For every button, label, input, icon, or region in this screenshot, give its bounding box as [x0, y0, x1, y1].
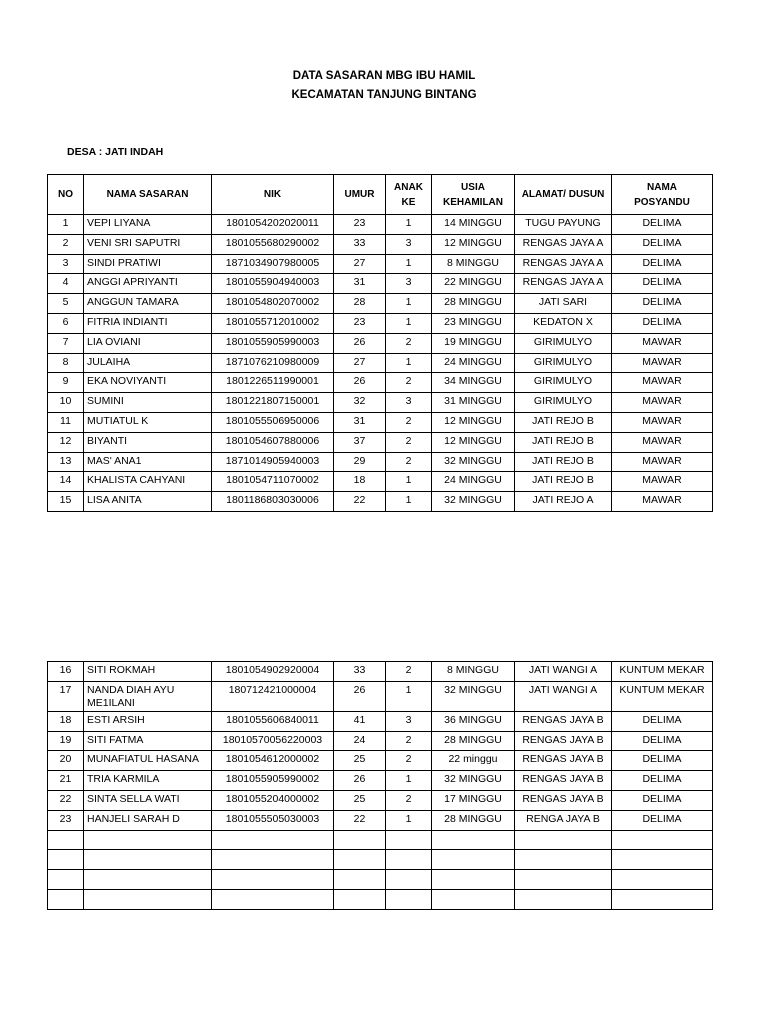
cell-nik: 1801055506950006 [212, 412, 334, 432]
cell-anak-ke: 3 [386, 711, 432, 731]
cell-umur [334, 870, 386, 890]
cell-no: 13 [48, 452, 84, 472]
table-row [48, 889, 713, 909]
table-row [48, 412, 713, 432]
cell-umur: 26 [334, 681, 386, 711]
cell-usia-kehamilan: 12 MINGGU [432, 432, 515, 452]
cell-alamat-dusun: JATI WANGI A [515, 662, 612, 682]
table-row [48, 234, 713, 254]
cell-anak-ke: 3 [386, 234, 432, 254]
cell-usia-kehamilan: 19 MINGGU [432, 333, 515, 353]
cell-nama-posyandu: MAWAR [612, 393, 713, 413]
table-row [48, 294, 713, 314]
cell-no: 20 [48, 751, 84, 771]
cell-alamat-dusun: JATI REJO B [515, 452, 612, 472]
table-row [48, 681, 713, 711]
cell-usia-kehamilan: 24 MINGGU [432, 472, 515, 492]
cell-anak-ke [386, 889, 432, 909]
table-row [48, 731, 713, 751]
cell-usia-kehamilan: 32 MINGGU [432, 771, 515, 791]
cell-anak-ke: 1 [386, 492, 432, 512]
cell-alamat-dusun [515, 850, 612, 870]
cell-no [48, 850, 84, 870]
cell-alamat-dusun: RENGAS JAYA A [515, 234, 612, 254]
cell-nama-posyandu: KUNTUM MEKAR [612, 681, 713, 711]
cell-umur: 22 [334, 810, 386, 830]
cell-alamat-dusun: JATI REJO B [515, 472, 612, 492]
cell-nama-sasaran: TRIA KARMILA [84, 771, 212, 791]
cell-nama-sasaran: MUTIATUL K [84, 412, 212, 432]
cell-nama-sasaran: ANGGI APRIYANTI [84, 274, 212, 294]
table-row [48, 771, 713, 791]
cell-nama-posyandu: DELIMA [612, 810, 713, 830]
table-row [48, 353, 713, 373]
cell-usia-kehamilan: 12 MINGGU [432, 412, 515, 432]
cell-no: 10 [48, 393, 84, 413]
cell-anak-ke: 2 [386, 731, 432, 751]
cell-no: 18 [48, 711, 84, 731]
cell-usia-kehamilan: 28 MINGGU [432, 294, 515, 314]
cell-usia-kehamilan: 17 MINGGU [432, 790, 515, 810]
cell-umur: 25 [334, 751, 386, 771]
cell-nik [212, 830, 334, 850]
cell-no: 4 [48, 274, 84, 294]
cell-anak-ke: 1 [386, 254, 432, 274]
cell-umur: 33 [334, 234, 386, 254]
header-posyandu-line1: NAMA [647, 181, 677, 193]
cell-no: 9 [48, 373, 84, 393]
cell-umur [334, 889, 386, 909]
cell-umur: 31 [334, 274, 386, 294]
cell-umur: 37 [334, 432, 386, 452]
cell-alamat-dusun: RENGAS JAYA B [515, 751, 612, 771]
cell-alamat-dusun: JATI REJO B [515, 432, 612, 452]
table-row [48, 254, 713, 274]
cell-usia-kehamilan: 34 MINGGU [432, 373, 515, 393]
cell-nik: 1871014905940003 [212, 452, 334, 472]
cell-usia-kehamilan: 24 MINGGU [432, 353, 515, 373]
header-anak-ke-line1: ANAK [394, 181, 423, 193]
cell-nik: 1801055905990002 [212, 771, 334, 791]
cell-usia-kehamilan [432, 870, 515, 890]
cell-nik: 1801054711070002 [212, 472, 334, 492]
cell-no: 1 [48, 215, 84, 235]
cell-alamat-dusun: GIRIMULYO [515, 333, 612, 353]
cell-anak-ke: 1 [386, 771, 432, 791]
cell-umur: 22 [334, 492, 386, 512]
cell-alamat-dusun [515, 889, 612, 909]
cell-nama-sasaran [84, 830, 212, 850]
cell-no: 15 [48, 492, 84, 512]
cell-nama-posyandu: MAWAR [612, 412, 713, 432]
cell-nama-sasaran: BIYANTI [84, 432, 212, 452]
cell-umur: 27 [334, 254, 386, 274]
cell-nik: 1871076210980009 [212, 353, 334, 373]
cell-usia-kehamilan [432, 850, 515, 870]
cell-umur: 26 [334, 373, 386, 393]
cell-no: 3 [48, 254, 84, 274]
data-table-part2 [47, 661, 713, 910]
cell-umur: 41 [334, 711, 386, 731]
cell-nama-sasaran: SITI ROKMAH [84, 662, 212, 682]
cell-usia-kehamilan: 28 MINGGU [432, 810, 515, 830]
table-row [48, 711, 713, 731]
cell-umur: 33 [334, 662, 386, 682]
cell-nama-posyandu: MAWAR [612, 373, 713, 393]
cell-nik: 1801055904940003 [212, 274, 334, 294]
cell-nama-posyandu: DELIMA [612, 234, 713, 254]
cell-alamat-dusun: RENGAS JAYA B [515, 711, 612, 731]
cell-nama-sasaran: ANGGUN TAMARA [84, 294, 212, 314]
cell-usia-kehamilan: 32 MINGGU [432, 492, 515, 512]
cell-alamat-dusun: RENGAS JAYA B [515, 790, 612, 810]
cell-usia-kehamilan: 22 minggu [432, 751, 515, 771]
cell-no: 14 [48, 472, 84, 492]
cell-nama-sasaran: FITRIA INDIANTI [84, 313, 212, 333]
cell-nama-posyandu: MAWAR [612, 492, 713, 512]
cell-anak-ke: 2 [386, 432, 432, 452]
cell-anak-ke: 1 [386, 215, 432, 235]
cell-no: 22 [48, 790, 84, 810]
table-header-row [48, 175, 713, 215]
cell-nik: 1801055505030003 [212, 810, 334, 830]
cell-alamat-dusun: RENGAS JAYA B [515, 771, 612, 791]
cell-nik: 1801226511990001 [212, 373, 334, 393]
cell-umur: 29 [334, 452, 386, 472]
cell-nik: 18010570056220003 [212, 731, 334, 751]
cell-usia-kehamilan [432, 830, 515, 850]
cell-usia-kehamilan: 8 MINGGU [432, 662, 515, 682]
table-row [48, 870, 713, 890]
cell-umur [334, 850, 386, 870]
cell-alamat-dusun: JATI SARI [515, 294, 612, 314]
cell-nik: 1801055680290002 [212, 234, 334, 254]
cell-nama-sasaran: HANJELI SARAH D [84, 810, 212, 830]
cell-anak-ke: 2 [386, 662, 432, 682]
table-row [48, 472, 713, 492]
cell-alamat-dusun: KEDATON X [515, 313, 612, 333]
cell-nama-sasaran: EKA NOVIYANTI [84, 373, 212, 393]
cell-nama-posyandu: DELIMA [612, 731, 713, 751]
cell-umur: 32 [334, 393, 386, 413]
cell-nama-sasaran: VENI SRI SAPUTRI [84, 234, 212, 254]
cell-no: 5 [48, 294, 84, 314]
cell-umur: 18 [334, 472, 386, 492]
cell-nama-sasaran: SUMINI [84, 393, 212, 413]
cell-nik: 1801055606840011 [212, 711, 334, 731]
cell-usia-kehamilan: 28 MINGGU [432, 731, 515, 751]
cell-usia-kehamilan: 8 MINGGU [432, 254, 515, 274]
cell-nik: 1801054902920004 [212, 662, 334, 682]
cell-anak-ke: 1 [386, 810, 432, 830]
cell-alamat-dusun: RENGAS JAYA B [515, 731, 612, 751]
table-row [48, 452, 713, 472]
cell-nik: 1801054612000002 [212, 751, 334, 771]
cell-anak-ke: 1 [386, 353, 432, 373]
cell-nama-posyandu: DELIMA [612, 790, 713, 810]
cell-nik: 1801055712010002 [212, 313, 334, 333]
header-nik: NIK [212, 175, 334, 215]
cell-nama-posyandu: KUNTUM MEKAR [612, 662, 713, 682]
cell-nik: 1801054607880006 [212, 432, 334, 452]
cell-alamat-dusun: JATI REJO A [515, 492, 612, 512]
cell-usia-kehamilan: 23 MINGGU [432, 313, 515, 333]
cell-nama-posyandu: DELIMA [612, 313, 713, 333]
cell-nama-sasaran: LIA OVIANI [84, 333, 212, 353]
cell-anak-ke [386, 850, 432, 870]
cell-nik: 1801055905990003 [212, 333, 334, 353]
cell-nama-posyandu: DELIMA [612, 771, 713, 791]
cell-umur: 23 [334, 215, 386, 235]
header-anak-ke [386, 175, 432, 215]
document-title-line2: KECAMATAN TANJUNG BINTANG [291, 89, 477, 101]
cell-nik: 1801054202020011 [212, 215, 334, 235]
header-anak-ke-line2: KE [401, 196, 416, 208]
cell-no: 19 [48, 731, 84, 751]
cell-umur [334, 830, 386, 850]
cell-anak-ke: 2 [386, 452, 432, 472]
cell-nama-sasaran: SINTA SELLA WATI [84, 790, 212, 810]
cell-no: 6 [48, 313, 84, 333]
cell-umur: 27 [334, 353, 386, 373]
cell-alamat-dusun: JATI WANGI A [515, 681, 612, 711]
cell-nama-posyandu: DELIMA [612, 254, 713, 274]
cell-anak-ke: 2 [386, 790, 432, 810]
cell-anak-ke: 2 [386, 751, 432, 771]
cell-nik [212, 870, 334, 890]
cell-no: 11 [48, 412, 84, 432]
cell-nama-posyandu: DELIMA [612, 274, 713, 294]
cell-nama-posyandu: MAWAR [612, 472, 713, 492]
cell-nama-sasaran: MAS' ANA1 [84, 452, 212, 472]
header-umur: UMUR [334, 175, 386, 215]
cell-nik: 1801221807150001 [212, 393, 334, 413]
cell-umur: 24 [334, 731, 386, 751]
cell-anak-ke: 2 [386, 333, 432, 353]
cell-nama-posyandu [612, 830, 713, 850]
cell-anak-ke: 2 [386, 373, 432, 393]
cell-no: 8 [48, 353, 84, 373]
cell-no: 23 [48, 810, 84, 830]
cell-alamat-dusun: GIRIMULYO [515, 393, 612, 413]
cell-no: 12 [48, 432, 84, 452]
cell-umur: 28 [334, 294, 386, 314]
cell-alamat-dusun: RENGAS JAYA A [515, 274, 612, 294]
cell-nik [212, 889, 334, 909]
header-posyandu-line2: POSYANDU [634, 196, 690, 208]
cell-no [48, 870, 84, 890]
cell-usia-kehamilan: 31 MINGGU [432, 393, 515, 413]
cell-alamat-dusun [515, 830, 612, 850]
table-row [48, 492, 713, 512]
cell-no: 16 [48, 662, 84, 682]
cell-nik: 1871034907980005 [212, 254, 334, 274]
cell-nama-posyandu: DELIMA [612, 294, 713, 314]
cell-usia-kehamilan [432, 889, 515, 909]
table-row [48, 810, 713, 830]
header-usia-kehamilan [432, 175, 515, 215]
cell-no: 2 [48, 234, 84, 254]
table-row [48, 313, 713, 333]
cell-nama-sasaran: SINDI PRATIWI [84, 254, 212, 274]
cell-umur: 31 [334, 412, 386, 432]
cell-usia-kehamilan: 36 MINGGU [432, 711, 515, 731]
cell-nama-sasaran: JULAIHA [84, 353, 212, 373]
cell-nik: 180712421000004 [212, 681, 334, 711]
cell-no: 7 [48, 333, 84, 353]
cell-nama-posyandu [612, 889, 713, 909]
cell-no: 21 [48, 771, 84, 791]
cell-usia-kehamilan: 12 MINGGU [432, 234, 515, 254]
cell-nama-posyandu: MAWAR [612, 333, 713, 353]
cell-alamat-dusun: GIRIMULYO [515, 353, 612, 373]
cell-nama-sasaran [84, 870, 212, 890]
cell-anak-ke: 1 [386, 472, 432, 492]
cell-anak-ke [386, 870, 432, 890]
cell-alamat-dusun [515, 870, 612, 890]
cell-umur: 26 [334, 333, 386, 353]
cell-nik [212, 850, 334, 870]
header-alamat-dusun: ALAMAT/ DUSUN [515, 175, 612, 215]
cell-anak-ke: 3 [386, 393, 432, 413]
cell-umur: 26 [334, 771, 386, 791]
cell-usia-kehamilan: 22 MINGGU [432, 274, 515, 294]
document-title-line1: DATA SASARAN MBG IBU HAMIL [292, 70, 476, 82]
cell-alamat-dusun: TUGU PAYUNG [515, 215, 612, 235]
header-nama-posyandu [612, 175, 713, 215]
cell-nama-posyandu [612, 850, 713, 870]
cell-anak-ke [386, 830, 432, 850]
cell-nama-posyandu: MAWAR [612, 353, 713, 373]
cell-alamat-dusun: RENGAS JAYA A [515, 254, 612, 274]
table-row [48, 373, 713, 393]
cell-no [48, 830, 84, 850]
table-row [48, 790, 713, 810]
cell-umur: 23 [334, 313, 386, 333]
cell-nama-posyandu: MAWAR [612, 432, 713, 452]
header-no: NO [48, 175, 84, 215]
cell-usia-kehamilan: 32 MINGGU [432, 452, 515, 472]
header-usia-line2: KEHAMILAN [443, 196, 503, 208]
cell-nama-sasaran: MUNAFIATUL HASANA [84, 751, 212, 771]
cell-nama-sasaran: ESTI ARSIH [84, 711, 212, 731]
cell-nama-sasaran: KHALISTA CAHYANI [84, 472, 212, 492]
cell-anak-ke: 1 [386, 681, 432, 711]
cell-nama-posyandu: DELIMA [612, 751, 713, 771]
table-row [48, 751, 713, 771]
cell-nik: 1801054802070002 [212, 294, 334, 314]
cell-usia-kehamilan: 32 MINGGU [432, 681, 515, 711]
cell-usia-kehamilan: 14 MINGGU [432, 215, 515, 235]
cell-nama-posyandu: MAWAR [612, 452, 713, 472]
cell-nama-posyandu: DELIMA [612, 711, 713, 731]
table-row [48, 662, 713, 682]
header-nama-sasaran: NAMA SASARAN [84, 175, 212, 215]
data-table-part1 [47, 174, 713, 512]
cell-nama-sasaran: VEPI LIYANA [84, 215, 212, 235]
cell-nama-sasaran [84, 850, 212, 870]
cell-no: 17 [48, 681, 84, 711]
cell-nama-sasaran: NANDA DIAH AYU ME1ILANI [84, 681, 212, 711]
table-row [48, 830, 713, 850]
header-usia-line1: USIA [461, 181, 485, 193]
table-row [48, 215, 713, 235]
table-row [48, 393, 713, 413]
cell-no [48, 889, 84, 909]
cell-nama-posyandu: DELIMA [612, 215, 713, 235]
cell-alamat-dusun: GIRIMULYO [515, 373, 612, 393]
cell-alamat-dusun: JATI REJO B [515, 412, 612, 432]
cell-nama-posyandu [612, 870, 713, 890]
table-row [48, 274, 713, 294]
cell-nik: 1801055204000002 [212, 790, 334, 810]
cell-nik: 1801186803030006 [212, 492, 334, 512]
cell-nama-sasaran [84, 889, 212, 909]
table-row [48, 333, 713, 353]
cell-nama-sasaran: SITI FATMA [84, 731, 212, 751]
table-row [48, 850, 713, 870]
desa-label: DESA : JATI INDAH [67, 146, 164, 158]
cell-anak-ke: 1 [386, 294, 432, 314]
cell-alamat-dusun: RENGA JAYA B [515, 810, 612, 830]
cell-anak-ke: 1 [386, 313, 432, 333]
cell-nama-sasaran: LISA ANITA [84, 492, 212, 512]
cell-umur: 25 [334, 790, 386, 810]
cell-anak-ke: 3 [386, 274, 432, 294]
table-row [48, 432, 713, 452]
cell-anak-ke: 2 [386, 412, 432, 432]
